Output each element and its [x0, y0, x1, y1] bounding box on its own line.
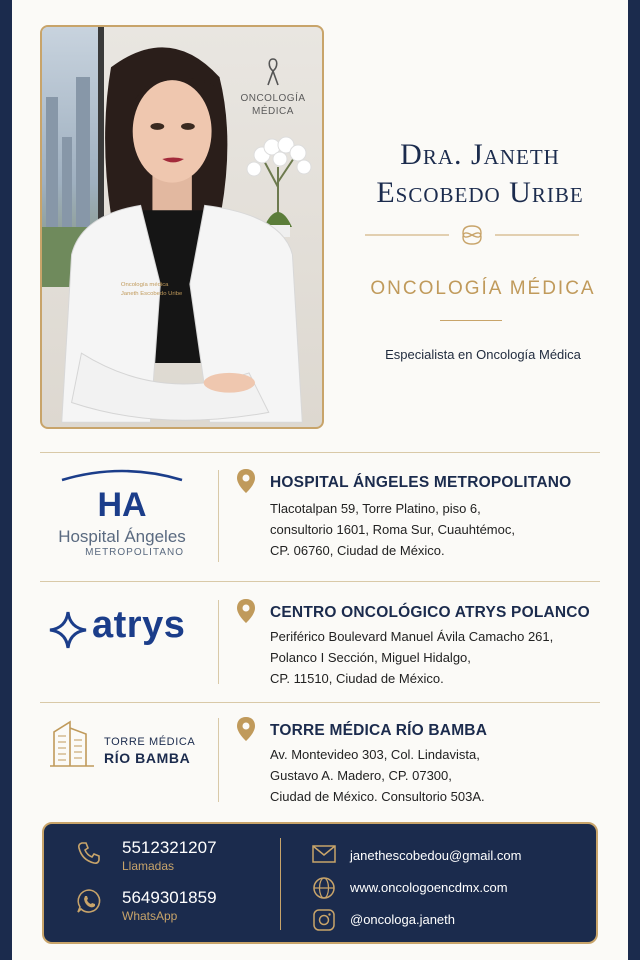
column-separator: [218, 718, 219, 802]
instagram-link[interactable]: @oncologa.janeth: [350, 912, 455, 927]
specialty-underline: [440, 320, 502, 321]
whatsapp-icon: [76, 888, 102, 914]
phone-calls-label: Llamadas: [122, 859, 175, 873]
name-line2: Escobedo Uribe: [376, 176, 584, 209]
atrys-star-icon: [48, 610, 88, 650]
section-divider: [40, 702, 600, 703]
coat-embroidery-line1: Oncología médica: [120, 282, 169, 289]
website-link[interactable]: www.oncologoencdmx.com: [350, 880, 508, 895]
location-title: CENTRO ONCOLÓGICO ATRYS POLANCO: [270, 604, 590, 621]
phone-icon: [76, 840, 102, 866]
atrys-logo-text: atrys: [92, 604, 186, 646]
rio-bamba-logo-line2: RÍO BAMBA: [104, 750, 191, 766]
instagram-icon: [312, 908, 336, 932]
hospital-angeles-logo: [52, 466, 192, 566]
wall-sign: ONCOLOGÍA MÉDICA: [238, 57, 308, 119]
email-icon: [312, 844, 336, 864]
doctor-portrait: [42, 27, 322, 427]
phone-calls-number[interactable]: 5512321207: [122, 838, 217, 857]
location-address: Periférico Boulevard Manuel Ávila Camacho 261, Polanco I Sección, Miguel Hidalgo, CP. 11510, Ciudad de México.: [270, 629, 554, 686]
location-pin-icon: [236, 598, 256, 624]
location-title: HOSPITAL ÁNGELES METROPOLITANO: [270, 474, 572, 491]
hospital-angeles-mark-text: HA: [97, 486, 147, 520]
ornament-divider: [365, 222, 579, 248]
doctor-photo: [40, 25, 324, 429]
hospital-angeles-mark: [52, 466, 192, 520]
section-divider: [40, 452, 600, 453]
subtitle: Especialista en Oncología Médica: [385, 347, 581, 362]
email-link[interactable]: janethescobedou@gmail.com: [350, 848, 522, 863]
contact-panel: [42, 822, 598, 944]
location-pin-icon: [236, 716, 256, 742]
hospital-angeles-logo-name: Hospital Ángeles: [58, 527, 186, 546]
specialty-title: ONCOLOGÍA MÉDICA: [370, 278, 596, 299]
phone-whatsapp-label: WhatsApp: [122, 909, 178, 923]
location-title: TORRE MÉDICA RÍO BAMBA: [270, 722, 488, 739]
doctor-name: [330, 136, 630, 212]
building-icon: [50, 718, 96, 768]
section-divider: [40, 581, 600, 582]
atrys-logo: [48, 606, 198, 656]
rio-bamba-logo: [48, 716, 198, 772]
coat-embroidery-line2: Janeth Escobedo Uribe: [120, 291, 183, 298]
location-address: Av. Montevideo 303, Col. Lindavista, Gustavo A. Madero, CP. 07300, Ciudad de México. Consultorio 503A.: [270, 747, 485, 804]
rio-bamba-logo-line1: TORRE MÉDICA: [104, 736, 196, 748]
contact-separator: [280, 838, 281, 930]
column-separator: [218, 600, 219, 684]
globe-icon: [312, 876, 336, 900]
column-separator: [218, 470, 219, 562]
location-address: Tlacotalpan 59, Torre Platino, piso 6, consultorio 1601, Roma Sur, Cuauhtémoc, CP. 06760, Ciudad de México.: [270, 501, 515, 558]
location-pin-icon: [236, 468, 256, 494]
name-line1: Dra. Janeth: [400, 138, 560, 171]
phone-whatsapp-number[interactable]: 5649301859: [122, 888, 217, 907]
hospital-angeles-logo-sub: METROPOLITANO: [85, 547, 184, 558]
